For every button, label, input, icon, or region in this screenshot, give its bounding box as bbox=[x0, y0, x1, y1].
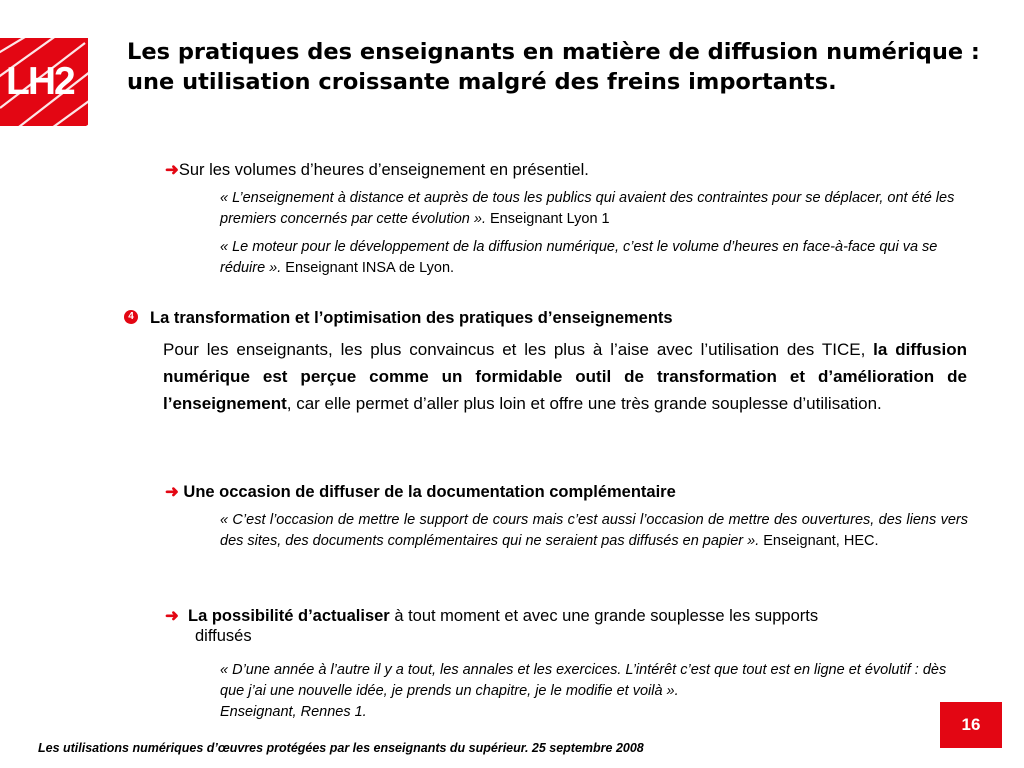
section1-quote1 bbox=[220, 188, 968, 230]
quote-text: « D’une année à l’autre il y a tout, les annales et les exercices. L’intérêt c’est que tout est en ligne et évolutif : dès que j’ai une nouvelle idée, je prends un chapitre, je le modifie et voilà ». bbox=[220, 662, 947, 699]
section1-heading bbox=[165, 160, 945, 180]
section4-quote bbox=[220, 660, 968, 723]
quote-text: « C’est l’occasion de mettre le support de cours mais c’est aussi l’occasion de mettre des ouvertures, des liens vers des sites, des documents complémentaires qui ne seraient pas diffusés en papier ». bbox=[220, 512, 968, 549]
page-number-badge: 16 bbox=[940, 702, 1002, 748]
section2-paragraph bbox=[163, 336, 967, 417]
quote-source: Enseignant INSA de Lyon. bbox=[281, 260, 455, 276]
quote-text: « Le moteur pour le développement de la diffusion numérique, c’est le volume d’heures en face-à-face qui va se réduire ». bbox=[220, 239, 938, 276]
quote-source: Enseignant, HEC. bbox=[759, 533, 879, 549]
quote-source: Enseignant, Rennes 1. bbox=[220, 704, 367, 720]
page-title: Les pratiques des enseignants en matière de diffusion numérique : une utilisation croissante malgré des freins importants. bbox=[127, 39, 980, 95]
section1-heading-text: Sur les volumes d’heures d’enseignement en présentiel. bbox=[178, 161, 589, 179]
section4-heading-text: à tout moment et avec une grande souplesse les supports bbox=[389, 607, 819, 625]
arrow-right-icon: ➜ bbox=[165, 607, 179, 625]
section1-quote2 bbox=[220, 237, 968, 279]
quote-source: Enseignant Lyon 1 bbox=[485, 211, 610, 227]
section4-heading-line2: diffusés bbox=[195, 627, 252, 645]
arrow-right-icon: ➜ bbox=[165, 161, 179, 179]
arrow-right-icon: ➜ bbox=[165, 483, 179, 501]
section4-heading bbox=[165, 606, 955, 646]
logo-text: LH2 bbox=[6, 60, 74, 103]
section3-heading bbox=[165, 482, 945, 502]
paragraph-emphasis: la diffusion numérique est perçue comme un formidable outil de transformation et d’amélioration de l’enseignement bbox=[163, 340, 967, 413]
footer-caption: Les utilisations numériques d’œuvres protégées par les enseignants du supérieur. 25 septembre 2008 bbox=[38, 741, 644, 755]
quote-text: « L’enseignement à distance et auprès de tous les publics qui avaient des contraintes pour se déplacer, ont été les premiers concernés par cette évolution ». bbox=[220, 190, 955, 227]
section3-heading-text: Une occasion de diffuser de la documentation complémentaire bbox=[183, 483, 676, 501]
lh2-logo bbox=[0, 38, 88, 126]
numbered-bullet-icon: 4 bbox=[124, 310, 138, 324]
section2-heading: La transformation et l’optimisation des pratiques d’enseignements bbox=[150, 309, 673, 327]
section4-heading-bold: La possibilité d’actualiser bbox=[188, 607, 390, 625]
paragraph-text: , car elle permet d’aller plus loin et offre une très grande souplesse d’utilisation. bbox=[286, 394, 882, 413]
paragraph-text: Pour les enseignants, les plus convaincus et les plus à l’aise avec l’utilisation des TICE, bbox=[163, 340, 874, 359]
section3-quote bbox=[220, 510, 968, 552]
